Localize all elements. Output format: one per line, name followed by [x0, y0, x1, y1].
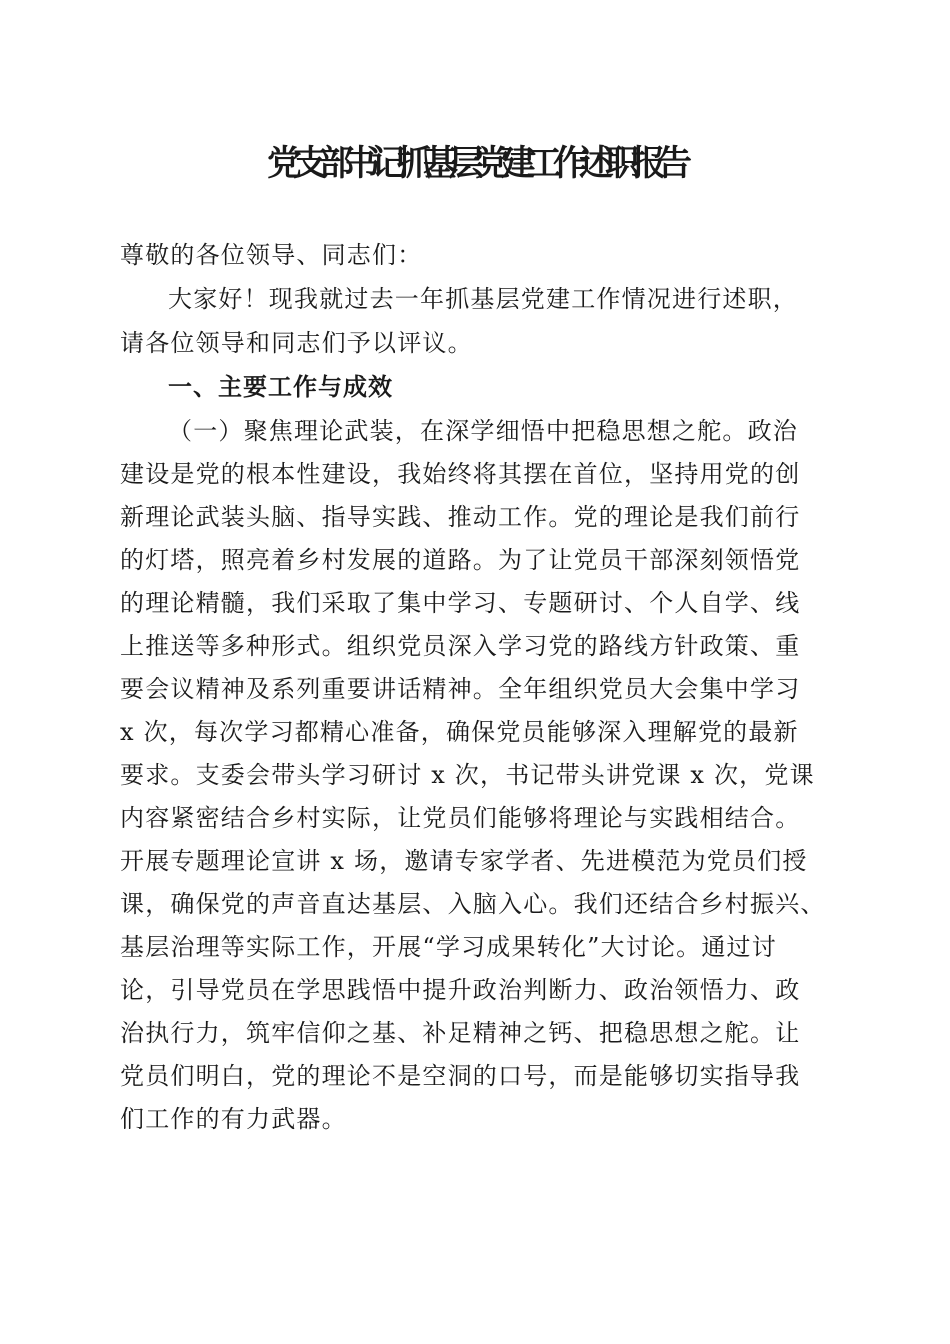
body-line: 党员们明白，党的理论不是空洞的口号，而是能够切实指导我	[120, 1062, 801, 1090]
body-line: 开展专题理论宣讲 x 场，邀请专家学者、先进模范为党员们授	[120, 847, 808, 875]
body-line: 内容紧密结合乡村实际，让党员们能够将理论与实践相结合。	[120, 804, 801, 832]
intro-line-2: 请各位领导和同志们予以评议。	[120, 329, 473, 357]
intro-line-1: 大家好！现我就过去一年抓基层党建工作情况进行述职，	[168, 285, 798, 313]
body-line: （一）聚焦理论武装，在深学细悟中把稳思想之舵。政治	[168, 417, 798, 445]
body-line: 新理论武装头脑、指导实践、推动工作。党的理论是我们前行	[120, 503, 801, 531]
body-line: 治执行力，筑牢信仰之基、补足精神之钙、把稳思想之舵。让	[120, 1019, 801, 1047]
body-line: 的理论精髓，我们采取了集中学习、专题研讨、个人自学、线	[120, 589, 801, 617]
salutation: 尊敬的各位领导、同志们：	[120, 241, 423, 269]
body-line: 课，确保党的声音直达基层、入脑入心。我们还结合乡村振兴、	[120, 890, 826, 918]
body-line: 的灯塔，照亮着乡村发展的道路。为了让党员干部深刻领悟党	[120, 546, 801, 574]
body-line: 建设是党的根本性建设，我始终将其摆在首位，坚持用党的创	[120, 460, 801, 488]
body-line: 要会议精神及系列重要讲话精神。全年组织党员大会集中学习	[120, 675, 801, 703]
body-line: 要求。支委会带头学习研讨 x 次，书记带头讲党课 x 次，党课	[120, 761, 815, 789]
body-line: 上推送等多种形式。组织党员深入学习党的路线方针政策、重	[120, 632, 801, 660]
body-line: 们工作的有力武器。	[120, 1105, 347, 1133]
body-line: 基层治理等实际工作，开展“学习成果转化”大讨论。通过讨	[120, 933, 777, 961]
body-line: 论，引导党员在学思践悟中提升政治判断力、政治领悟力、政	[120, 976, 801, 1004]
section-heading: 一、主要工作与成效	[168, 373, 393, 401]
document-title: 党支部书记抓基层党建工作述职报告	[266, 143, 683, 184]
body-line: x 次，每次学习都精心准备，确保党员能够深入理解党的最新	[120, 718, 799, 746]
